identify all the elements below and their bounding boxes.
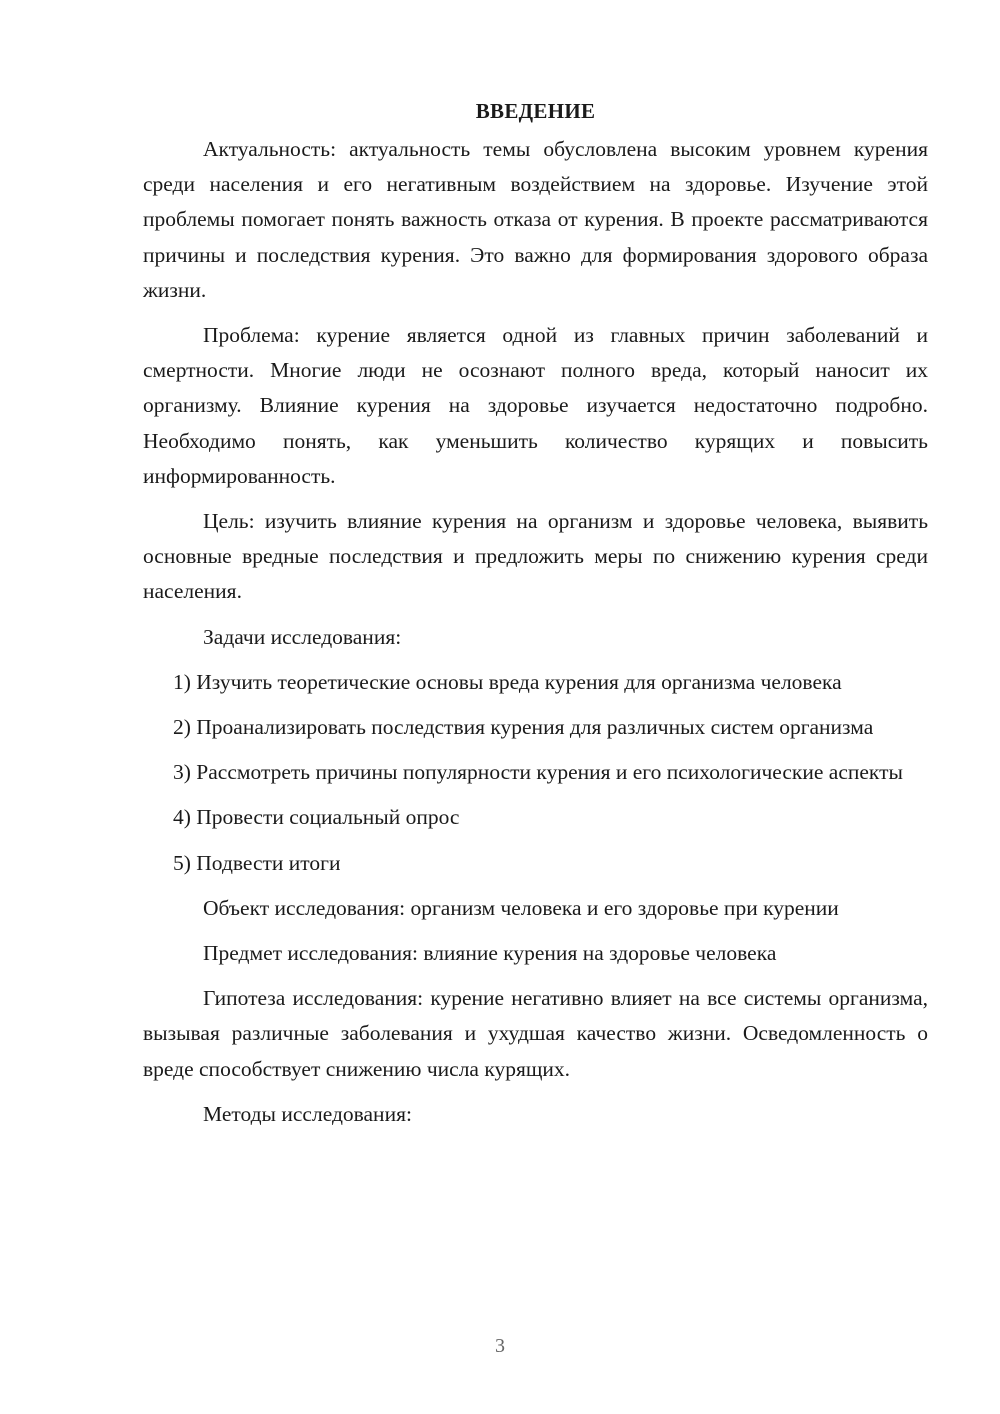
task-item: 4) Провести социальный опрос xyxy=(173,805,460,830)
hypothesis-paragraph: Гипотеза исследования: курение негативно влияет на все системы организма, вызывая различные заболевания и ухудшая качество жизни. Осведомленность о вреде способствует снижению числа курящих. xyxy=(143,986,928,1081)
problem-paragraph: Проблема: курение является одной из главных причин заболеваний и смертности. Многие люди не осознают полного вреда, который наносит их организму. Влияние курения на здоровье изучается недостаточно подробно. Необходимо понять, как уменьшить количество курящих и повысить информированность. xyxy=(143,323,928,488)
document-page xyxy=(143,96,928,1132)
methods-heading: Методы исследования: xyxy=(203,1101,412,1126)
section-title: ВВЕДЕНИЕ xyxy=(475,99,596,123)
relevance-paragraph: Актуальность: актуальность темы обусловлена высоким уровнем курения среди населения и его негативным воздействием на здоровье. Изучение этой проблемы помогает понять важность отказа от курения. В проекте рассматриваются причины и последствия курения. Это важно для формирования здорового образа жизни. xyxy=(143,137,928,302)
task-item: 2) Проанализировать последствия курения для различных систем организма xyxy=(173,715,874,740)
task-item: 3) Рассмотреть причины популярности курения и его психологические аспекты xyxy=(173,760,903,785)
tasks-heading: Задачи исследования: xyxy=(203,624,402,649)
subject-paragraph: Предмет исследования: влияние курения на здоровье человека xyxy=(203,941,777,966)
page-number: 3 xyxy=(495,1335,505,1357)
object-paragraph: Объект исследования: организм человека и его здоровье при курении xyxy=(203,895,839,920)
goal-paragraph: Цель: изучить влияние курения на организм и здоровье человека, выявить основные вредные последствия и предложить меры по снижению курения среди населения. xyxy=(143,509,928,604)
task-item: 5) Подвести итоги xyxy=(173,850,341,875)
task-item: 1) Изучить теоретические основы вреда курения для организма человека xyxy=(173,669,842,694)
